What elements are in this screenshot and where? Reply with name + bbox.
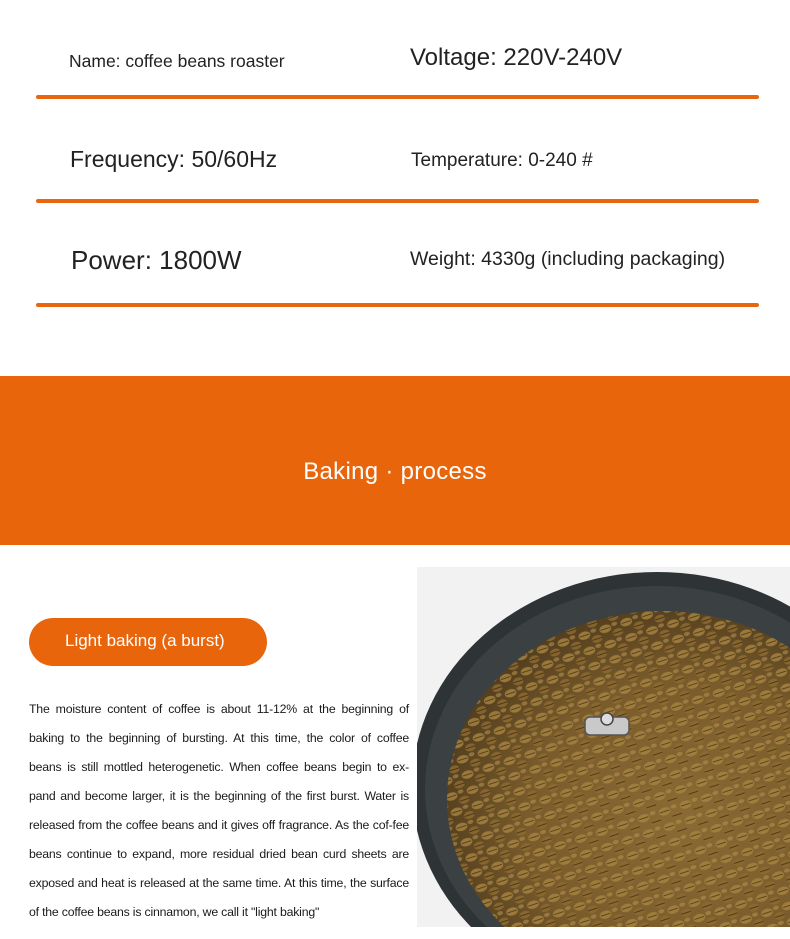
spec-frequency: Frequency: 50/60Hz (70, 146, 278, 172)
roaster-bean-image (417, 567, 790, 927)
spec-voltage: Voltage: 220V-240V (410, 44, 623, 71)
banner-title: Baking · process (303, 458, 487, 485)
spec-weight: Weight: 4330g (including packaging) (410, 248, 726, 270)
spec-divider (36, 95, 759, 99)
spec-divider (36, 199, 759, 203)
spec-divider (36, 303, 759, 307)
light-baking-description: The moisture content of coffee is about 11-12% at the beginning of baking to the beginning of bursting. At this time, the color of coffee beans is still mottled heterogenetic. When coffee beans begin to ex-pand and become larger, it is the beginning of the first burst. Water is released from the coffee beans and it gives off fragrance. As the cof-fee beans continue to expand, more residual dried bean curd sheets are exposed and heat is released at the same time. At this time, the surface of the coffee beans is cinnamon, we call it "light baking" (29, 702, 409, 919)
coffee-roaster-photo (417, 567, 790, 927)
spec-power: Power: 1800W (71, 245, 242, 275)
spec-temperature: Temperature: 0-240 # (411, 150, 593, 171)
light-baking-label: Light baking (a burst) (29, 618, 267, 666)
section-banner (0, 376, 790, 545)
spec-name: Name: coffee beans roaster (69, 51, 285, 71)
